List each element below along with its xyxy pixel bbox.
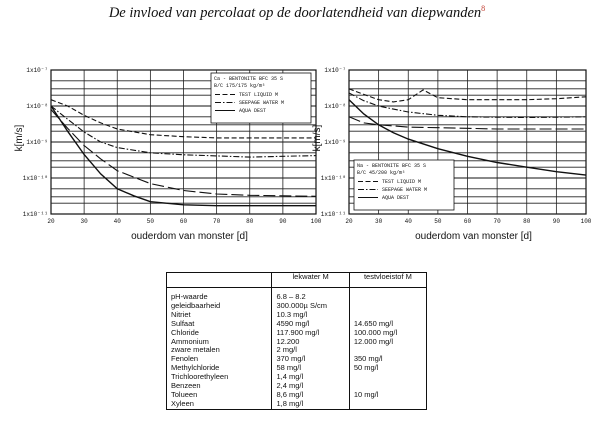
table-header-cell: testvloeistof M xyxy=(349,273,426,288)
footnote-mark: 8 xyxy=(481,4,486,13)
legend-entry: AQUA DEST xyxy=(382,195,410,201)
lekwater-cell: 1,8 mg/l xyxy=(272,400,349,409)
y-axis-label: k[m/s] xyxy=(312,124,323,152)
x-axis-label: ouderdom van monster [d] xyxy=(415,231,532,242)
y-tick-label: 1x10⁻⁷ xyxy=(26,67,48,74)
legend-header: Na - BENTONITE BFC 35 S xyxy=(357,163,427,169)
testvloeistof-cell: 14.650 mg/l xyxy=(349,320,426,329)
y-tick-label: 1x10⁻¹⁰ xyxy=(320,175,346,182)
parameter-cell: Benzeen xyxy=(167,382,272,391)
x-tick-label: 30 xyxy=(80,218,88,225)
testvloeistof-cell xyxy=(349,400,426,409)
x-tick-label: 100 xyxy=(580,218,592,225)
x-tick-label: 60 xyxy=(463,218,472,225)
chart-1 xyxy=(14,67,322,242)
x-tick-label: 90 xyxy=(552,218,560,225)
y-tick-label: 1x10⁻¹¹ xyxy=(320,211,346,218)
testvloeistof-cell xyxy=(349,288,426,302)
table-header-row xyxy=(167,273,427,288)
x-tick-label: 50 xyxy=(146,218,154,225)
legend-subheader: B/C 45/200 kg/m³ xyxy=(357,170,406,176)
testvloeistof-cell: 10 mg/l xyxy=(349,391,426,400)
parameter-cell: Xyleen xyxy=(167,400,272,409)
legend-entry: SEEPAGE WATER M xyxy=(239,100,285,106)
x-tick-label: 90 xyxy=(279,218,287,225)
chart-2 xyxy=(312,67,592,242)
parameter-cell: zware metalen xyxy=(167,346,272,355)
y-axis-label: k[m/s] xyxy=(14,124,25,152)
parameter-cell: Tolueen xyxy=(167,391,272,400)
legend-entry: TEST LIQUID M xyxy=(239,92,279,98)
y-tick-label: 1x10⁻⁹ xyxy=(324,139,346,146)
x-tick-label: 80 xyxy=(523,218,531,225)
x-tick-label: 70 xyxy=(213,218,221,225)
x-tick-label: 40 xyxy=(113,218,121,225)
y-tick-label: 1x10⁻¹⁰ xyxy=(22,175,48,182)
y-tick-label: 1x10⁻⁷ xyxy=(324,67,346,74)
table-row xyxy=(167,288,427,302)
lekwater-cell: 58 mg/l xyxy=(272,364,349,373)
lekwater-cell: 370 mg/l xyxy=(272,355,349,364)
lekwater-cell: 1,4 mg/l xyxy=(272,373,349,382)
x-tick-label: 20 xyxy=(345,218,353,225)
composition-table xyxy=(166,272,427,410)
x-tick-label: 80 xyxy=(246,218,254,225)
testvloeistof-cell: 350 mg/l xyxy=(349,355,426,364)
legend-entry: AQUA DEST xyxy=(239,108,267,114)
lekwater-cell: 10.3 mg/l xyxy=(272,311,349,320)
x-tick-label: 70 xyxy=(493,218,501,225)
testvloeistof-cell: 50 mg/l xyxy=(349,364,426,373)
lekwater-cell: 6.8 – 8.2 xyxy=(272,288,349,302)
parameter-cell: Trichloorethyleen xyxy=(167,373,272,382)
legend-entry: TEST LIQUID M xyxy=(382,179,422,185)
legend-entry: SEEPAGE WATER M xyxy=(382,187,428,193)
x-tick-label: 20 xyxy=(47,218,55,225)
table-header-cell: lekwater M xyxy=(272,273,349,288)
lekwater-cell: 2,4 mg/l xyxy=(272,382,349,391)
x-tick-label: 40 xyxy=(404,218,412,225)
lekwater-cell: 2 mg/l xyxy=(272,346,349,355)
lekwater-cell: 8,6 mg/l xyxy=(272,391,349,400)
y-tick-label: 1x10⁻⁸ xyxy=(26,103,48,110)
parameter-cell: Fenolen xyxy=(167,355,272,364)
page-title-text: De invloed van percolaat op de doorlatendheid van diepwanden xyxy=(108,4,482,21)
lekwater-cell: 12.200 xyxy=(272,338,349,347)
legend-header: Ca - BENTONITE BFC 35 S xyxy=(214,76,284,82)
y-tick-label: 1x10⁻⁸ xyxy=(324,103,346,110)
table-row xyxy=(167,400,427,409)
parameter-cell: Chloride xyxy=(167,329,272,338)
lekwater-cell: 4590 mg/l xyxy=(272,320,349,329)
x-tick-label: 60 xyxy=(179,218,188,225)
testvloeistof-cell: 100.000 mg/l xyxy=(349,329,426,338)
x-tick-label: 100 xyxy=(310,218,322,225)
x-axis-label: ouderdom van monster [d] xyxy=(131,231,248,242)
testvloeistof-cell xyxy=(349,302,426,311)
parameter-cell: pH-waarde xyxy=(167,288,272,302)
testvloeistof-cell: 12.000 mg/l xyxy=(349,338,426,347)
y-tick-label: 1x10⁻⁹ xyxy=(26,139,48,146)
legend-subheader: B/C 175/175 kg/m³ xyxy=(214,83,266,89)
parameter-cell: Ammonium xyxy=(167,338,272,347)
table-header-cell xyxy=(167,273,272,288)
lekwater-cell: 300.000µ S/cm xyxy=(272,302,349,311)
parameter-cell: Nitriet xyxy=(167,311,272,320)
testvloeistof-cell xyxy=(349,373,426,382)
parameter-cell: geleidbaarheid xyxy=(167,302,272,311)
x-tick-label: 30 xyxy=(375,218,383,225)
x-tick-label: 50 xyxy=(434,218,442,225)
y-tick-label: 1x10⁻¹¹ xyxy=(22,211,48,218)
parameter-cell: Sulfaat xyxy=(167,320,272,329)
parameter-cell: Methylchloride xyxy=(167,364,272,373)
lekwater-cell: 117.900 mg/l xyxy=(272,329,349,338)
